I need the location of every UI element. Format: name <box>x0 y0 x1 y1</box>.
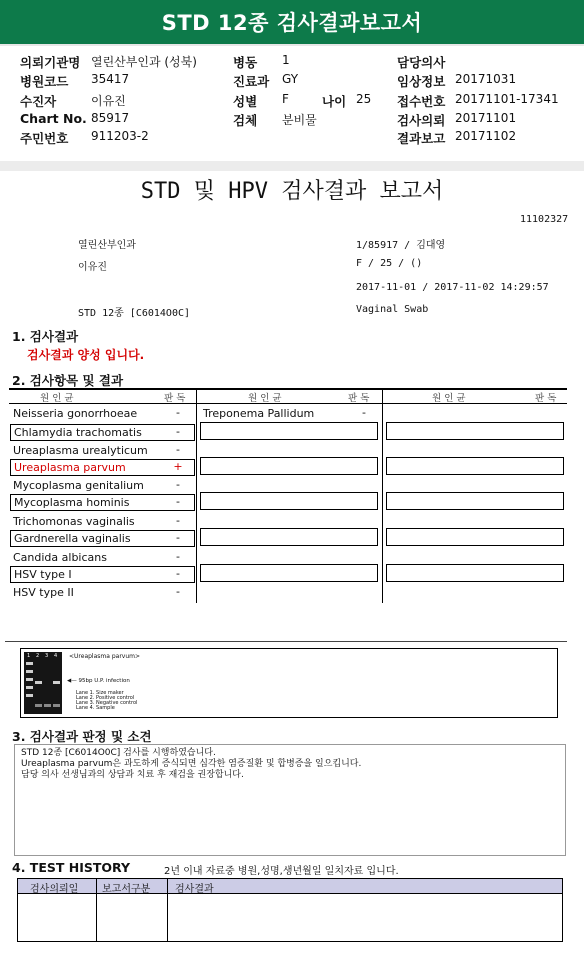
result-summary: 검사결과 양성 입니다. <box>27 348 145 362</box>
pathogen-result: - <box>176 531 180 544</box>
institution-label: 의뢰기관명 <box>20 55 81 70</box>
pathogen-name: HSV type II <box>13 586 74 599</box>
sex-label: 성별 <box>233 94 258 109</box>
pathogen-name-col2: Treponema Pallidum <box>203 407 315 420</box>
gel-legend-line: Lane 3. Negative control <box>76 700 138 706</box>
gel-legend-line: Lane 1. Size maker <box>76 690 124 696</box>
pathogen-name: Ureaplasma urealyticum <box>13 444 148 457</box>
empty-row-box <box>200 564 378 582</box>
doctor-label: 담당의사 <box>397 55 446 70</box>
pathogen-result: - <box>176 567 180 580</box>
empty-row-box <box>386 457 564 475</box>
pathogen-result: - <box>176 514 180 527</box>
age-value: 25 <box>356 92 372 106</box>
section-divider <box>5 641 567 642</box>
table-top-rule <box>9 388 567 390</box>
column-divider-2 <box>382 390 383 603</box>
report-date-value: 20171102 <box>455 129 517 143</box>
page-title: STD 12종 검사결과보고서 <box>161 11 423 35</box>
test-code: STD 12종 [C6014O0C] <box>78 308 191 319</box>
history-table <box>17 878 563 942</box>
gel-band <box>35 704 42 707</box>
gel-band <box>53 704 60 707</box>
empty-row-box <box>386 422 564 440</box>
history-col-divider <box>96 879 97 941</box>
gel-band <box>44 704 51 707</box>
pathogen-name: Trichomonas vaginalis <box>13 515 135 528</box>
pathogen-result-col2: - <box>362 406 366 419</box>
gel-band <box>26 686 33 689</box>
gel-band <box>26 670 33 673</box>
pathogen-name: Candida albicans <box>13 551 107 564</box>
pathogen-result: - <box>176 443 180 456</box>
history-col-report-type: 보고서구분 <box>102 884 151 895</box>
pathogen-result-positive: + <box>173 460 183 473</box>
clinical-info-value: 20171031 <box>455 72 517 86</box>
history-col-result: 검사결과 <box>175 884 214 895</box>
id-doctor: 1/85917 / 김대영 <box>356 240 446 251</box>
ward-label: 병동 <box>233 55 258 70</box>
lane-number: 1 <box>27 653 31 659</box>
clinic-name: 열린산부인과 <box>78 240 136 251</box>
request-date-label: 검사의뢰 <box>397 113 446 128</box>
sex-value: F <box>282 92 289 106</box>
pathogen-name: Mycoplasma genitalium <box>13 479 144 492</box>
pathogen-name: Mycoplasma hominis <box>14 496 130 509</box>
pathogen-result: - <box>176 406 180 419</box>
doc-number: 11102327 <box>520 214 569 225</box>
gel-legend-line: Lane 4. Sample <box>76 705 115 711</box>
opinion-line: STD 12종 [C6014O0C] 검사를 시행하였습니다. <box>21 748 216 758</box>
empty-row-box <box>200 422 378 440</box>
specimen-type: Vaginal Swab <box>356 304 429 315</box>
gel-caption: <Ureaplasma parvum> <box>69 653 141 660</box>
section3-heading: 3. 검사결과 판정 및 소견 <box>12 729 152 744</box>
hospital-code-label: 병원코드 <box>20 74 69 89</box>
report-date-label: 결과보고 <box>397 131 446 146</box>
gel-band-label: ◀— 95bp U.P. infection <box>67 678 130 684</box>
section2-heading: 2. 검사항목 및 결과 <box>12 373 124 388</box>
empty-row-box <box>200 528 378 546</box>
pathogen-result: - <box>176 495 180 508</box>
dept-value: GY <box>282 72 299 86</box>
section1-heading: 1. 검사결과 <box>12 329 79 344</box>
opinion-box <box>14 744 566 856</box>
chart-no-value: 85917 <box>91 111 130 125</box>
col-header-pathogen-1: 원 인 균 <box>40 393 74 404</box>
specimen-value: 분비물 <box>282 113 317 127</box>
title-bar <box>0 0 584 46</box>
opinion-line: 담당 의사 선생님과의 상담과 치료 후 재검을 권장합니다. <box>21 770 244 780</box>
empty-row-box <box>386 528 564 546</box>
hospital-code-value: 35417 <box>91 72 130 86</box>
col-header-judgement-2: 판 독 <box>348 393 370 404</box>
rrn-label: 주민번호 <box>20 131 69 146</box>
gel-band <box>26 678 33 681</box>
sex-age: F / 25 / () <box>356 258 423 269</box>
gel-image-panel <box>20 648 558 718</box>
pathogen-name-positive: Ureaplasma parvum <box>14 461 126 474</box>
history-note: 2년 이내 자료중 병원,성명,생년월일 일치자료 입니다. <box>164 866 399 877</box>
reception-no-label: 접수번호 <box>397 94 446 109</box>
examinee-label: 수진자 <box>20 94 57 109</box>
lane-number: 3 <box>45 653 49 659</box>
section4-heading: 4. TEST HISTORY <box>12 860 131 875</box>
col-header-pathogen-3: 원 인 균 <box>432 393 466 404</box>
col-header-judgement-1: 판 독 <box>164 393 186 404</box>
empty-row-box <box>386 492 564 510</box>
pathogen-name: Chlamydia trachomatis <box>14 426 142 439</box>
history-col-divider <box>167 879 168 941</box>
gel-legend-line: Lane 2. Positive control <box>76 695 135 701</box>
specimen-label: 검체 <box>233 113 258 128</box>
pathogen-name: HSV type I <box>14 568 72 581</box>
column-divider-1 <box>196 390 197 603</box>
dept-label: 진료과 <box>233 74 270 89</box>
gel-band <box>26 694 33 697</box>
gel-band <box>26 662 33 665</box>
opinion-line: Ureaplasma parvum은 과도하게 증식되면 심각한 염증질환 및 합병증을 일으킵니다. <box>21 759 362 769</box>
col-header-pathogen-2: 원 인 균 <box>248 393 282 404</box>
date-range: 2017-11-01 / 2017-11-02 14:29:57 <box>356 282 549 293</box>
chart-no-label: Chart No. <box>20 111 87 126</box>
history-col-request-date: 검사의뢰일 <box>30 884 79 895</box>
pathogen-name: Gardnerella vaginalis <box>14 532 131 545</box>
institution-value: 열린산부인과 (성북) <box>91 55 197 69</box>
lane-number: 2 <box>36 653 40 659</box>
examinee-value: 이유진 <box>91 94 126 108</box>
report-title: STD 및 HPV 검사결과 보고서 <box>140 179 444 204</box>
gel-band <box>53 681 60 684</box>
pathogen-result: - <box>176 425 180 438</box>
age-label: 나이 <box>322 94 347 109</box>
pathogen-result: - <box>176 478 180 491</box>
pathogen-result: - <box>176 550 180 563</box>
table-header-rule <box>9 403 567 404</box>
empty-row-box <box>200 492 378 510</box>
col-header-judgement-3: 판 독 <box>535 393 557 404</box>
empty-row-box <box>386 564 564 582</box>
gel-electrophoresis-image <box>24 652 62 714</box>
reception-no-value: 20171101-17341 <box>455 92 559 106</box>
lane-number: 4 <box>54 653 58 659</box>
request-date-value: 20171101 <box>455 111 517 125</box>
clinical-info-label: 임상정보 <box>397 74 446 89</box>
gel-band <box>35 681 42 684</box>
history-table-header <box>18 879 562 894</box>
header-divider <box>0 161 584 171</box>
pathogen-result: - <box>176 585 180 598</box>
pathogen-name: Neisseria gonorrhoeae <box>13 407 138 420</box>
empty-row-box <box>200 457 378 475</box>
rrn-value: 911203-2 <box>91 129 149 143</box>
ward-value: 1 <box>282 53 290 67</box>
patient-name: 이유진 <box>78 262 107 273</box>
